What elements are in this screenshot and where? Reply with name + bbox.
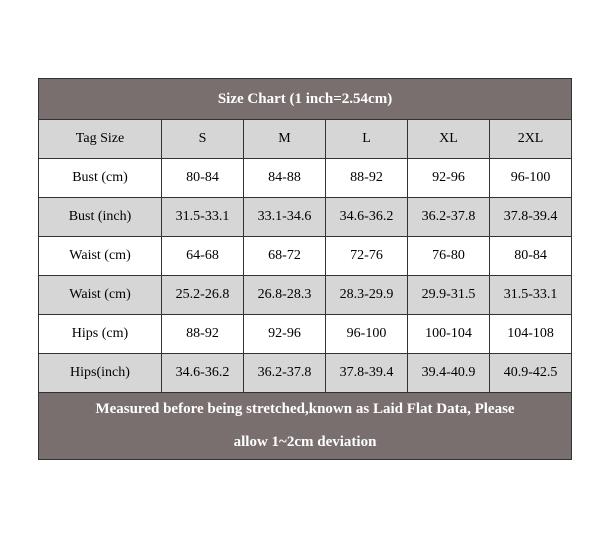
- table-cell: 31.5-33.1: [490, 276, 572, 315]
- table-row: [39, 159, 572, 198]
- table-cell: 31.5-33.1: [162, 198, 244, 237]
- table-cell: 37.8-39.4: [490, 198, 572, 237]
- table-row: [39, 354, 572, 393]
- header-cell: Tag Size: [39, 120, 162, 159]
- table-cell: 29.9-31.5: [408, 276, 490, 315]
- table-cell: 26.8-28.3: [244, 276, 326, 315]
- table-cell: 80-84: [162, 159, 244, 198]
- note-line-1: Measured before being stretched,known as Laid Flat Data, Please: [95, 401, 515, 417]
- chart-title: Size Chart (1 inch=2.54cm): [39, 79, 572, 120]
- table-cell: 96-100: [490, 159, 572, 198]
- table-cell: 36.2-37.8: [408, 198, 490, 237]
- table-cell: 34.6-36.2: [326, 198, 408, 237]
- row-label: Waist (cm): [39, 237, 162, 276]
- table-cell: 40.9-42.5: [490, 354, 572, 393]
- table-cell: 92-96: [408, 159, 490, 198]
- header-cell: 2XL: [490, 120, 572, 159]
- table-row: [39, 237, 572, 276]
- table-cell: 28.3-29.9: [326, 276, 408, 315]
- table-row: [39, 198, 572, 237]
- measurement-note: [39, 393, 572, 460]
- title-row: [39, 79, 572, 120]
- table-cell: 64-68: [162, 237, 244, 276]
- table-cell: 92-96: [244, 315, 326, 354]
- table-cell: 88-92: [162, 315, 244, 354]
- header-cell: XL: [408, 120, 490, 159]
- table-cell: 68-72: [244, 237, 326, 276]
- table-cell: 84-88: [244, 159, 326, 198]
- table-cell: 34.6-36.2: [162, 354, 244, 393]
- table-cell: 80-84: [490, 237, 572, 276]
- table-cell: 33.1-34.6: [244, 198, 326, 237]
- table-row: [39, 315, 572, 354]
- table-cell: 96-100: [326, 315, 408, 354]
- header-cell: L: [326, 120, 408, 159]
- table-cell: 37.8-39.4: [326, 354, 408, 393]
- header-row: [39, 120, 572, 159]
- table-cell: 72-76: [326, 237, 408, 276]
- note-row: [39, 393, 572, 460]
- table-cell: 25.2-26.8: [162, 276, 244, 315]
- note-line-2: allow 1~2cm deviation: [233, 434, 377, 450]
- header-cell: M: [244, 120, 326, 159]
- row-label: Bust (inch): [39, 198, 162, 237]
- table-row: [39, 276, 572, 315]
- row-label: Waist (cm): [39, 276, 162, 315]
- table-cell: 100-104: [408, 315, 490, 354]
- row-label: Hips (cm): [39, 315, 162, 354]
- table-cell: 88-92: [326, 159, 408, 198]
- table-cell: 104-108: [490, 315, 572, 354]
- table-cell: 39.4-40.9: [408, 354, 490, 393]
- table-cell: 76-80: [408, 237, 490, 276]
- size-chart-table: [38, 78, 572, 460]
- table-cell: 36.2-37.8: [244, 354, 326, 393]
- row-label: Hips(inch): [39, 354, 162, 393]
- header-cell: S: [162, 120, 244, 159]
- row-label: Bust (cm): [39, 159, 162, 198]
